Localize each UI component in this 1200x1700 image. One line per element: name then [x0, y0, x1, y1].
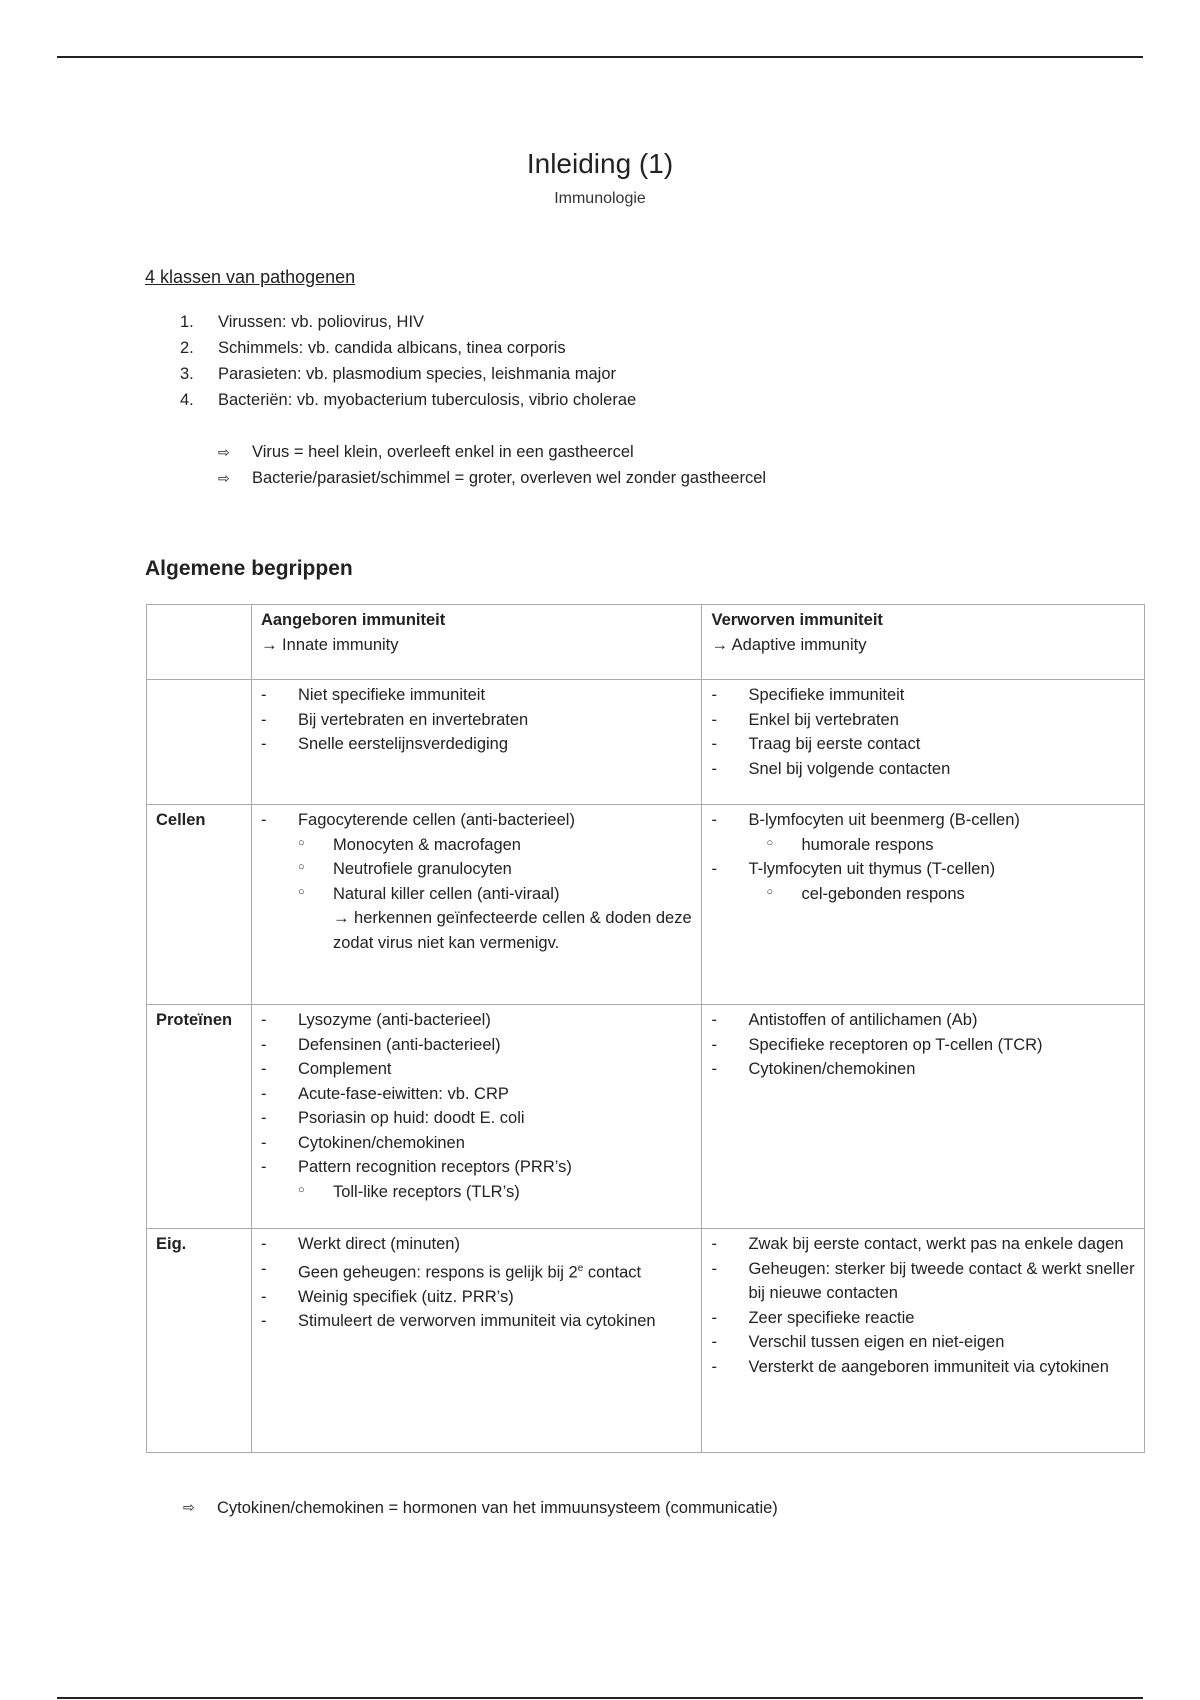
list-item: - Acute-fase-eiwitten: vb. CRP: [260, 1084, 509, 1103]
arrow-icon: ⇨: [183, 1499, 195, 1515]
list-item: - T-lymfocyten uit thymus (T-cellen): [711, 860, 996, 878]
list-item: 3. Parasieten: vb. plasmodium species, leishmania major: [180, 365, 617, 383]
bullet-circle-icon: ○: [766, 885, 774, 898]
bullet-circle-icon: ○: [297, 836, 305, 849]
table-row: [147, 1005, 1145, 1229]
list-item: - Snel bij volgende contacten: [711, 759, 951, 778]
row-label-proteins: Proteïnen: [147, 1005, 252, 1229]
list-item: ⇨ Bacterie/parasiet/schimmel = groter, overleven wel zonder gastheercel: [218, 465, 766, 491]
list-item: - Versterkt de aangeboren immuniteit via cytokinen: [711, 1357, 1109, 1376]
page-subtitle: Immunologie: [554, 190, 646, 207]
list-item: - Specifieke receptoren op T-cellen (TCR): [711, 1035, 1043, 1054]
adaptive-header: Verworven immuniteit → Adaptive immunity: [702, 605, 1145, 680]
list-item: - Geheugen: sterker bij tweede contact & werkt sneller bij nieuwe contacten: [711, 1259, 1135, 1302]
list-item: - Psoriasin op huid: doodt E. coli: [260, 1109, 525, 1127]
list-item: - Zeer specifieke reactie: [711, 1308, 915, 1327]
list-item: - Weinig specifiek (uitz. PRR’s): [260, 1287, 514, 1306]
general-heading: Algemene begrippen: [145, 557, 353, 580]
list-item: - Zwak bij eerste contact, werkt pas na enkele dagen: [711, 1235, 1124, 1253]
table-row: [147, 805, 1145, 1005]
immunity-table: [146, 604, 1145, 1453]
list-item: - Cytokinen/chemokinen: [711, 1060, 916, 1078]
pathogen-list: [180, 309, 636, 413]
list-item: - Enkel bij vertebraten: [711, 710, 899, 729]
list-item: → herkennen geïnfecteerde cellen & doden deze zodat virus niet kan vermenigv.: [332, 909, 692, 952]
list-item: ⇨ Virus = heel klein, overleeft enkel in een gastheercel: [218, 439, 766, 465]
list-item: - Snelle eerstelijnsverdediging: [260, 735, 509, 753]
pathogens-heading: 4 klassen van pathogenen: [145, 267, 356, 287]
bullet-circle-icon: ○: [297, 885, 305, 898]
table-row: [147, 680, 1145, 805]
list-item: - Niet specifieke immuniteit: [260, 686, 486, 704]
list-item: - Specifieke immuniteit: [711, 686, 905, 704]
bullet-circle-icon: ○: [297, 861, 305, 873]
list-item: - Bij vertebraten en invertebraten: [260, 710, 529, 729]
list-item: - Geen geheugen: respons is gelijk bij 2e contact: [260, 1259, 642, 1281]
list-item: - Lysozyme (anti-bacterieel): [260, 1011, 491, 1029]
list-item: - Verschil tussen eigen en niet-eigen: [711, 1333, 1005, 1351]
list-item: - Traag bij eerste contact: [711, 735, 921, 753]
pathogen-notes: [218, 439, 766, 491]
row-label-cells: Cellen: [147, 805, 252, 1005]
table-row: [147, 605, 1145, 680]
arrow-icon: ⇨: [218, 444, 230, 460]
list-item: ○ Toll-like receptors (TLR’s): [261, 1180, 694, 1205]
innate-header: Aangeboren immuniteit → Innate immunity: [251, 605, 702, 680]
list-item: - Pattern recognition receptors (PRR’s): [260, 1158, 572, 1176]
bullet-circle-icon: ○: [297, 1183, 305, 1196]
list-item: - Stimuleert de verworven immuniteit via cytokinen: [260, 1312, 656, 1330]
list-item: ○ Monocyten & macrofagen: [261, 833, 694, 858]
list-item: ○ humorale respons: [711, 833, 1136, 858]
list-item: - Cytokinen/chemokinen: [260, 1133, 465, 1152]
list-item: 1. Virussen: vb. poliovirus, HIV: [180, 313, 425, 331]
list-item: - Fagocyterende cellen (anti-bacterieel): [260, 811, 575, 829]
page-title: Inleiding (1): [526, 148, 674, 179]
top-rule: [57, 56, 1143, 58]
list-item: - B-lymfocyten uit beenmerg (B-cellen): [711, 811, 1020, 829]
bullet-circle-icon: ○: [766, 836, 774, 849]
bottom-rule: [57, 1697, 1143, 1699]
arrow-icon: ⇨: [218, 470, 230, 486]
row-label-props: Eig.: [147, 1229, 252, 1453]
list-item: 4. Bacteriën: vb. myobacterium tuberculosis, vibrio cholerae: [180, 391, 637, 409]
list-item: ○ Neutrofiele granulocyten: [261, 857, 694, 882]
list-item: - Complement: [260, 1060, 392, 1078]
list-item: 2. Schimmels: vb. candida albicans, tinea corporis: [180, 339, 566, 357]
list-item: - Defensinen (anti-bacterieel): [260, 1035, 501, 1054]
list-item: - Antistoffen of antilichamen (Ab): [711, 1011, 978, 1029]
list-item: ○ cel-gebonden respons: [711, 882, 1136, 907]
list-item: - Werkt direct (minuten): [260, 1235, 460, 1253]
table-row: [147, 1229, 1145, 1453]
footer-note: ⇨ Cytokinen/chemokinen = hormonen van het immuunsysteem (communicatie): [183, 1499, 778, 1517]
list-item: ○ Natural killer cellen (anti-viraal): [261, 882, 694, 907]
